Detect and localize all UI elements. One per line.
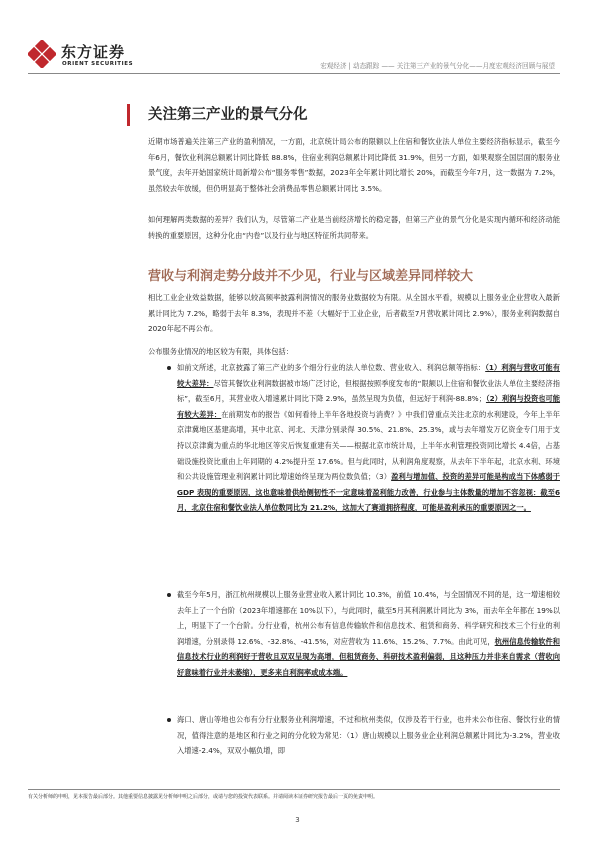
list-item-beijing [148, 360, 560, 522]
paragraph-national: 相比工业企业效益数据，能够以较高频率披露利润情况的服务业数据较为有限。从全国水平看，规模以上服务业企业营收入最新累计同比为 7.2%，略弱于去年 8.3%，表现并不差（大幅好于工业企业，后者截至7月营收累计同比 2.9%），服务业利润数据自2020年起不再公布。 [148, 293, 560, 334]
header-divider [28, 73, 560, 74]
footer-divider [28, 789, 560, 790]
bullet-text: 截至今年5月，浙江杭州规模以上服务业营业收入累计同比 10.3%，前值 10.4%，与全国情况不同的是，这一增速相较去年上了一个台阶（2023年增速都在 10%以下），与此同时，截至5月其利润累计同比为 3%，而去年全年都在 19%以上，明显下了一个台阶。分行业看，杭州公布有信息传输软件和信息技术、租赁和商务、科学研究和技术三个行业的利润增速，分别录得 12.6%、-32.8%、-41.5%，对应营收为 11.6%、15.2%、7.7%。由此可见，杭州信息传输软件和信息技术行业的利润好于营收且双双呈现为高增，但租赁商务、科研技术盈利偏弱，且这种压力并非来自需求（营收向好意味着行业并未萎缩），更多来自利润率或成本端。 [177, 590, 560, 677]
bullet-icon [167, 718, 171, 722]
brand-logo [28, 40, 142, 72]
title-accent-bar [127, 104, 130, 126]
paragraph-intro: 近期市场普遍关注第三产业的盈利情况，一方面，北京统计局公布的限额以上住宿和餐饮业法人单位主要经济指标显示，截至今年6月，餐饮业利润总额累计同比降低 88.8%，住宿业利润总额累计同比降低 31.9%，但另一方面，如果观察全国层面的服务业景气度，去年开始国家统计局新增公布“服务零售”数据，2023年全年累计同比增长 20%，而截至今年7月，这一数据为 7.2%，虽然较去年放缓，但仍明显高于整体社会消费品零售总额累计同比 3.5%。 [148, 137, 560, 193]
page-header [0, 0, 595, 78]
bullet-text: 海口、唐山等地也公布有分行业服务业利润增速，不过和杭州类似，仅涉及若干行业，也并未公布住宿、餐饮行业的情况，值得注意的是地区和行业之间的分化较为常见：（1）唐山规模以上服务业企业利润总额累计同比为-3.2%，营业收入增速-2.4%，双双小幅负增，即 [177, 715, 560, 756]
list-item-hangzhou [148, 587, 560, 687]
orient-securities-logo-icon [28, 40, 56, 68]
bullet-icon [167, 593, 171, 597]
bullet-icon [167, 366, 171, 370]
brand-name-cn: 东方证券 [61, 43, 126, 61]
page-number: 3 [295, 816, 300, 824]
section-subtitle: 营收与利润走势分歧并不少见，行业与区域差异同样较大 [148, 269, 474, 284]
section-title: 关注第三产业的景气分化 [148, 107, 308, 123]
breadcrumb: 宏观经济 | 动态跟踪 —— 关注第三产业的景气分化——月度宏观经济回顾与展望 [320, 62, 555, 70]
list-item-haikou-tangshan [148, 712, 560, 765]
bullet-text: 如前文所述，北京披露了第三产业的多个细分行业的法人单位数、营业收入、利润总额等指标：（1）利润与营收可能有较大差异：尽管其餐饮业利润数据被市场广泛讨论，但根据按照季度发布的“限额以上住宿和餐饮业法人单位主要经济指标”，截至6月，其营业收入增速累计同比下降 2.9%，虽然呈现为负值，但远好于利润-88.8%；（2）利润与投资也可能有较大差异：在前期发布的报告《如何看待上半年各地投资与消费？》中我们曾重点关注北京的水利建设，今年上半年京津冀地区基建高增，其中北京、河北、天津分别录得 30.5%、21.8%、25.3%，或与去年增发万亿资金专门用于支持以京津冀为重点的华北地区等灾后恢复重建有关——根据北京市统计局，上半年水利管理投资同比增长 4.4倍，占基础设施投资比重由上年同期的 4.2%提升至 17.6%。但与此同时，从利润角度观察，从去年下半年起，北京水利、环境和公共设施管理业利润累计同比增速始终呈现为两位数负值；（3）盈利与增加值、投资的差异可能是构成当下体感弱于 GDP 表现的重要原因，这也意味着供给侧韧性不一定意味着盈利能力改善，行业参与主体数量的增加不容忽视：截至6月，北京住宿和餐饮业法人单位数同比为 21.2%，这加大了赛道拥挤程度，可能是盈利承压的重要原因之一。 [177, 363, 561, 513]
brand-name-en: ORIENT SECURITIES [62, 61, 134, 67]
paragraph-question: 如何理解两类数据的差异？我们认为，尽管第二产业是当前经济增长的稳定器，但第三产业的景气分化是实现内循环和经济动能转换的重要原因，这种分化由“内卷”以及行业与地区特征所共同带来。 [148, 215, 560, 240]
paragraph-regions: 公布服务业情况的地区较为有限，具体包括： [148, 347, 294, 356]
disclaimer-text: 有关分析师的申明，见本报告最后部分。其他重要信息披露见分析师申明之后部分，或请与您的投资代表联系。并请阅读本证券研究报告最后一页的免责申明。 [28, 794, 379, 800]
